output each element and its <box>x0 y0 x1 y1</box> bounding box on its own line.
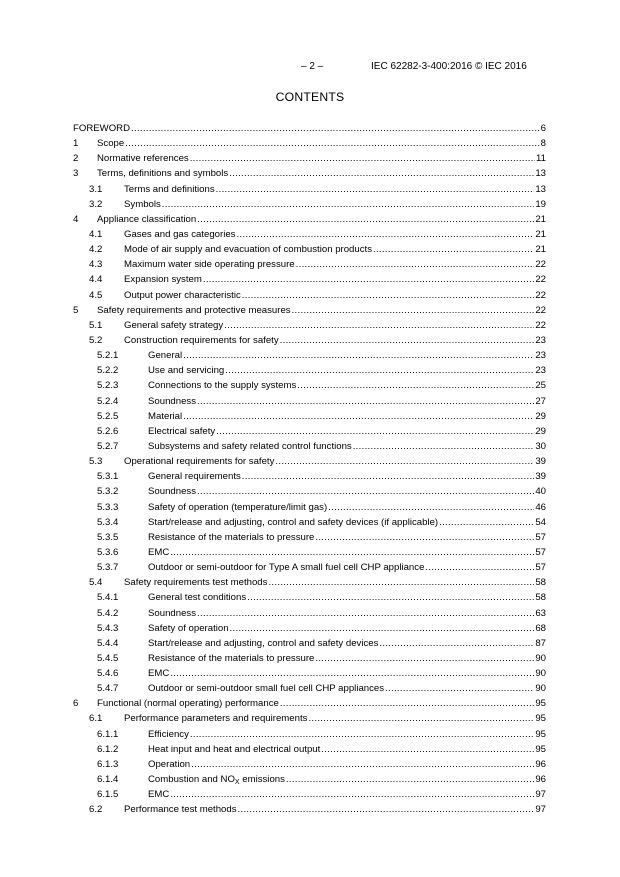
toc-entry-number: 5.2 <box>89 334 103 346</box>
toc-entry-number: 5.4.7 <box>97 683 119 695</box>
toc-entry-page: 90 <box>535 668 546 680</box>
toc-entry-page: 46 <box>535 501 546 513</box>
toc-entry-page: 22 <box>535 319 546 331</box>
dot-leader <box>385 681 534 696</box>
toc-entry-title: Functional (normal operating) performance <box>97 698 279 710</box>
toc-entry-title: Terms and definitions <box>124 183 215 195</box>
dot-leader <box>183 348 534 363</box>
toc-entry-page: 29 <box>535 425 546 437</box>
toc-entry-title: Soundness <box>148 607 197 619</box>
toc-entry[interactable] <box>73 409 546 424</box>
toc-entry-page: 63 <box>535 607 546 619</box>
toc-entry-page: 58 <box>535 592 546 604</box>
toc-entry[interactable] <box>73 621 546 636</box>
toc-entry-number: 5.2.6 <box>97 425 119 437</box>
toc-entry[interactable] <box>73 500 546 515</box>
toc-entry-page: 96 <box>535 758 546 770</box>
toc-entry-title: Performance parameters and requirements <box>124 713 308 725</box>
dot-leader <box>197 212 534 227</box>
toc-entry[interactable] <box>73 590 546 605</box>
toc-entry-number: 5.4.3 <box>97 622 119 634</box>
dot-leader <box>216 182 535 197</box>
toc-entry-title: Soundness <box>148 395 197 407</box>
toc-entry[interactable] <box>73 439 546 454</box>
toc-entry-number: 5.3.2 <box>97 486 119 498</box>
toc-entry[interactable] <box>73 363 546 378</box>
toc-entry-page: 95 <box>535 698 546 710</box>
toc-entry[interactable] <box>73 394 546 409</box>
dot-leader <box>190 151 535 166</box>
dot-leader <box>170 666 534 681</box>
dot-leader <box>353 439 535 454</box>
toc-entry-title: EMC <box>148 789 170 801</box>
dot-leader <box>170 787 534 802</box>
dot-leader <box>292 303 535 318</box>
toc-entry[interactable] <box>73 257 546 272</box>
toc-entry-number: 3.1 <box>89 183 103 195</box>
toc-entry[interactable] <box>73 727 546 742</box>
dot-leader <box>170 545 534 560</box>
toc-entry-number: 5.2.4 <box>97 395 119 407</box>
toc-entry-number: 5.4.2 <box>97 607 119 619</box>
dot-leader <box>247 590 534 605</box>
toc-entry[interactable] <box>73 318 546 333</box>
toc-entry-number: 5.1 <box>89 319 103 331</box>
toc-entry-page: 6 <box>540 123 546 134</box>
dot-leader <box>162 197 535 212</box>
dot-leader <box>131 121 540 136</box>
toc-entry[interactable] <box>73 197 546 212</box>
toc-entry[interactable] <box>73 515 546 530</box>
toc-entry-number: 4.5 <box>89 289 103 301</box>
toc-entry[interactable] <box>73 757 546 772</box>
table-of-contents <box>73 121 546 817</box>
toc-entry-title: Resistance of the materials to pressure <box>148 531 315 543</box>
toc-entry-number: 2 <box>73 153 79 165</box>
toc-entry-page: 22 <box>535 304 546 316</box>
toc-entry-page: 21 <box>535 228 546 240</box>
toc-entry[interactable] <box>73 787 546 802</box>
toc-entry-number: 3.2 <box>89 198 103 210</box>
toc-entry-page: 57 <box>535 531 546 543</box>
toc-entry-number: 4.4 <box>89 274 103 286</box>
toc-entry[interactable] <box>73 469 546 484</box>
toc-entry-page: 22 <box>535 259 546 271</box>
toc-entry[interactable] <box>73 681 546 696</box>
toc-entry-number: 4 <box>73 213 79 225</box>
toc-entry[interactable] <box>73 530 546 545</box>
toc-entry[interactable] <box>73 288 546 303</box>
toc-entry[interactable] <box>73 121 546 136</box>
toc-entry[interactable] <box>73 378 546 393</box>
dot-leader <box>191 757 534 772</box>
toc-entry-page: 57 <box>535 562 546 574</box>
toc-entry-title: Connections to the supply systems <box>148 380 297 392</box>
dot-leader <box>315 530 534 545</box>
toc-entry-title: Expansion system <box>124 274 202 286</box>
toc-entry-page: 97 <box>535 804 546 816</box>
toc-entry-number: 5.3 <box>89 456 103 468</box>
toc-entry-number: 5.2.2 <box>97 365 119 377</box>
toc-entry[interactable] <box>73 227 546 242</box>
toc-entry[interactable] <box>73 272 546 287</box>
toc-entry-number: 5.3.1 <box>97 471 119 483</box>
toc-entry-page: 13 <box>535 183 546 195</box>
toc-entry-page: 39 <box>535 456 546 468</box>
dot-leader <box>280 333 535 348</box>
toc-entry-title: Soundness <box>148 486 197 498</box>
toc-entry[interactable] <box>73 545 546 560</box>
toc-entry-page: 68 <box>535 622 546 634</box>
toc-entry-title: Maximum water side operating pressure <box>124 259 295 271</box>
toc-entry-title: FOREWORD <box>73 123 131 134</box>
toc-entry-page: 30 <box>535 440 546 452</box>
toc-entry-title: Terms, definitions and symbols <box>97 168 229 180</box>
toc-entry-page: 58 <box>535 577 546 589</box>
toc-entry-page: 22 <box>535 289 546 301</box>
toc-entry-page: 19 <box>535 198 546 210</box>
dot-leader <box>373 242 534 257</box>
toc-entry-title: Safety of operation (temperature/limit gas) <box>148 501 328 513</box>
dot-leader <box>197 606 534 621</box>
toc-entry-title: Scope <box>97 138 125 150</box>
dot-leader <box>315 651 534 666</box>
toc-entry-title: Mode of air supply and evacuation of combustion products <box>124 244 372 256</box>
contents-title: CONTENTS <box>275 90 345 104</box>
toc-entry-page: 39 <box>535 471 546 483</box>
toc-entry-page: 97 <box>535 789 546 801</box>
toc-entry-number: 5.2.3 <box>97 380 119 392</box>
toc-entry-number: 5.3.7 <box>97 562 119 574</box>
toc-entry[interactable] <box>73 454 546 469</box>
toc-entry[interactable] <box>73 560 546 575</box>
dot-leader <box>203 272 534 287</box>
dot-leader <box>425 560 534 575</box>
toc-entry-title: Operational requirements for safety <box>124 456 275 468</box>
toc-entry-title: EMC <box>148 546 170 558</box>
dot-leader <box>238 802 535 817</box>
toc-entry[interactable] <box>73 651 546 666</box>
toc-entry[interactable] <box>73 136 546 151</box>
toc-entry-page: 23 <box>535 334 546 346</box>
dot-leader <box>439 515 534 530</box>
dot-leader <box>308 711 534 726</box>
toc-entry-page: 95 <box>535 743 546 755</box>
toc-entry-title: General requirements <box>148 471 241 483</box>
dot-leader <box>216 424 534 439</box>
toc-entry-number: 6.1.4 <box>97 774 119 786</box>
toc-entry-page: 21 <box>535 213 546 225</box>
toc-entry[interactable] <box>73 575 546 590</box>
toc-entry-page: 25 <box>535 380 546 392</box>
toc-entry-page: 22 <box>535 274 546 286</box>
toc-entry[interactable] <box>73 636 546 651</box>
dot-leader <box>328 500 534 515</box>
toc-entry-title: Operation <box>148 758 191 770</box>
toc-entry-page: 87 <box>535 637 546 649</box>
toc-entry-title: Outdoor or semi-outdoor small fuel cell CHP appliances <box>148 683 385 695</box>
dot-leader <box>321 742 534 757</box>
toc-entry[interactable] <box>73 802 546 817</box>
toc-entry-page: 11 <box>536 153 546 165</box>
toc-entry-number: 5.4.1 <box>97 592 119 604</box>
toc-entry[interactable] <box>73 772 546 787</box>
toc-entry-page: 23 <box>535 350 546 362</box>
toc-entry-title: Material <box>148 410 183 422</box>
toc-entry-title: Use and servicing <box>148 365 225 377</box>
toc-entry-number: 6.1 <box>89 713 103 725</box>
toc-entry-title: EMC <box>148 668 170 680</box>
toc-entry-number: 5.2.7 <box>97 440 119 452</box>
toc-entry-number: 5.2.5 <box>97 410 119 422</box>
toc-entry-title: Gases and gas categories <box>124 228 236 240</box>
toc-entry-title: General <box>148 350 183 362</box>
toc-entry-title: Output power characteristic <box>124 289 241 301</box>
toc-entry-number: 6.1.1 <box>97 728 119 740</box>
dot-leader <box>268 575 534 590</box>
dot-leader <box>242 288 535 303</box>
dot-leader <box>197 394 534 409</box>
dot-leader <box>225 363 534 378</box>
toc-entry-number: 4.1 <box>89 228 103 240</box>
toc-entry-page: 29 <box>535 410 546 422</box>
toc-entry-page: 90 <box>535 652 546 664</box>
toc-entry-page: 40 <box>535 486 546 498</box>
toc-entry-number: 6.1.3 <box>97 758 119 770</box>
toc-entry-page: 23 <box>535 365 546 377</box>
toc-entry-number: 5 <box>73 304 79 316</box>
toc-entry[interactable] <box>73 742 546 757</box>
toc-entry[interactable] <box>73 303 546 318</box>
toc-entry[interactable] <box>73 666 546 681</box>
dot-leader <box>280 696 534 711</box>
toc-entry-title: Subsystems and safety related control functions <box>148 440 352 452</box>
toc-entry-title: Safety requirements and protective measures <box>97 304 291 316</box>
toc-entry[interactable] <box>73 696 546 711</box>
dot-leader <box>379 636 534 651</box>
toc-entry-page: 95 <box>535 713 546 725</box>
toc-entry-number: 5.3.4 <box>97 516 119 528</box>
toc-entry[interactable] <box>73 212 546 227</box>
toc-entry-number: 6.2 <box>89 804 103 816</box>
toc-entry-title: General safety strategy <box>124 319 224 331</box>
toc-entry-title: Normative references <box>97 153 189 165</box>
toc-entry-page: 21 <box>535 244 546 256</box>
toc-entry-title: Heat input and heat and electrical output <box>148 743 321 755</box>
toc-entry[interactable] <box>73 182 546 197</box>
toc-entry[interactable] <box>73 166 546 181</box>
toc-entry-number: 5.4.5 <box>97 652 119 664</box>
toc-entry-number: 5.4 <box>89 577 103 589</box>
dot-leader <box>242 469 535 484</box>
toc-entry-number: 5.3.5 <box>97 531 119 543</box>
toc-entry[interactable] <box>73 484 546 499</box>
toc-entry-page: 90 <box>535 683 546 695</box>
toc-entry-title: Resistance of the materials to pressure <box>148 652 315 664</box>
toc-entry-number: 5.3.6 <box>97 546 119 558</box>
toc-entry-number: 6.1.2 <box>97 743 119 755</box>
dot-leader <box>197 484 534 499</box>
toc-entry[interactable] <box>73 606 546 621</box>
toc-entry-title: Combustion and $NO_X$ emissions <box>148 774 285 787</box>
toc-entry-title: Start/release and adjusting, control and safety devices (if applicable) <box>148 516 439 528</box>
dot-leader <box>236 227 534 242</box>
page-number: – 2 – <box>301 61 324 72</box>
toc-entry-page: 95 <box>535 728 546 740</box>
toc-entry-number: 5.4.4 <box>97 637 119 649</box>
toc-entry-number: 4.2 <box>89 244 103 256</box>
toc-entry-number: 3 <box>73 168 79 180</box>
toc-entry-title: Electrical safety <box>148 425 216 437</box>
toc-entry-number: 5.3.3 <box>97 501 119 513</box>
dot-leader <box>296 257 535 272</box>
toc-entry-page: 54 <box>535 516 546 528</box>
toc-entry-page: 8 <box>540 138 546 150</box>
toc-entry-page: 13 <box>535 168 546 180</box>
toc-entry-title: General test conditions <box>148 592 247 604</box>
dot-leader <box>297 378 534 393</box>
toc-entry-page: 27 <box>535 395 546 407</box>
toc-entry-number: 1 <box>73 138 79 150</box>
dot-leader <box>224 318 534 333</box>
dot-leader <box>190 727 534 742</box>
toc-entry-title: Construction requirements for safety <box>124 334 279 346</box>
dot-leader <box>229 166 534 181</box>
toc-entry-page: 96 <box>535 774 546 786</box>
toc-entry[interactable] <box>73 333 546 348</box>
dot-leader <box>125 136 539 151</box>
dot-leader <box>183 409 534 424</box>
toc-entry-number: 6.1.5 <box>97 789 119 801</box>
toc-entry-number: 5.2.1 <box>97 350 119 362</box>
toc-entry-title: Efficiency <box>148 728 189 740</box>
toc-entry[interactable] <box>73 711 546 726</box>
toc-entry-number: 5.4.6 <box>97 668 119 680</box>
toc-entry-number: 6 <box>73 698 79 710</box>
toc-entry-title: Safety requirements test methods <box>124 577 268 589</box>
toc-entry[interactable] <box>73 242 546 257</box>
toc-entry-title: Safety of operation <box>148 622 229 634</box>
dot-leader <box>286 772 534 787</box>
toc-entry-title: Appliance classification <box>97 213 197 225</box>
toc-entry[interactable] <box>73 424 546 439</box>
toc-entry-page: 57 <box>535 546 546 558</box>
dot-leader <box>275 454 534 469</box>
toc-entry-title: Performance test methods <box>124 804 237 816</box>
toc-entry-title: Symbols <box>124 198 161 210</box>
toc-entry[interactable] <box>73 151 546 166</box>
toc-entry-title: Start/release and adjusting, control and safety devices <box>148 637 379 649</box>
dot-leader <box>230 621 535 636</box>
toc-entry-title: Outdoor or semi-outdoor for Type A small fuel cell CHP appliance <box>148 562 425 574</box>
standard-reference: IEC 62282-3-400:2016 © IEC 2016 <box>371 61 527 72</box>
toc-entry[interactable] <box>73 348 546 363</box>
toc-entry-number: 4.3 <box>89 259 103 271</box>
